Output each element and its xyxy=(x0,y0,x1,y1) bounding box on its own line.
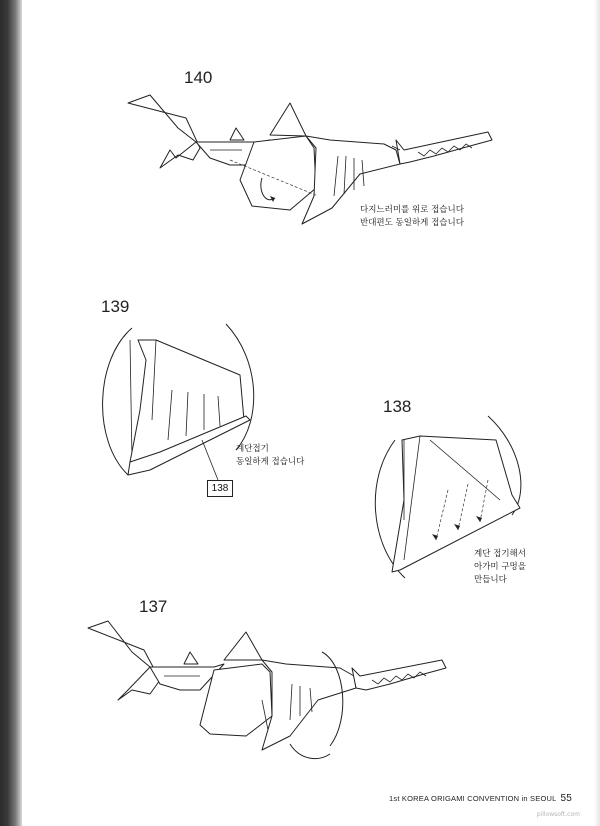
step-139-number: 139 xyxy=(101,297,130,316)
page-number: 55 xyxy=(560,793,572,804)
step-137-model xyxy=(88,621,446,759)
watermark: pillowsoft.com xyxy=(536,811,580,818)
step-140-model xyxy=(128,95,492,224)
step-138-zoom xyxy=(375,416,521,578)
step-139-zoom xyxy=(103,324,254,480)
step-137-number: 137 xyxy=(139,597,168,616)
step-139-instruction: 계단접기 동일하게 접습니다 xyxy=(236,444,305,467)
step-140-number: 140 xyxy=(184,68,213,87)
step-140-instruction: 다지느러미를 위로 접습니다 반대편도 동일하게 접습니다 xyxy=(360,205,464,228)
step-138-instruction: 계단 접기해서 아가미 구멍을 만듭니다 xyxy=(474,549,526,585)
step-139-reference-box: 138 xyxy=(207,480,233,497)
page-footer xyxy=(389,793,572,804)
footer-text: 1st KOREA ORIGAMI CONVENTION in SEOUL xyxy=(389,794,557,803)
step-138-number: 138 xyxy=(383,397,412,416)
